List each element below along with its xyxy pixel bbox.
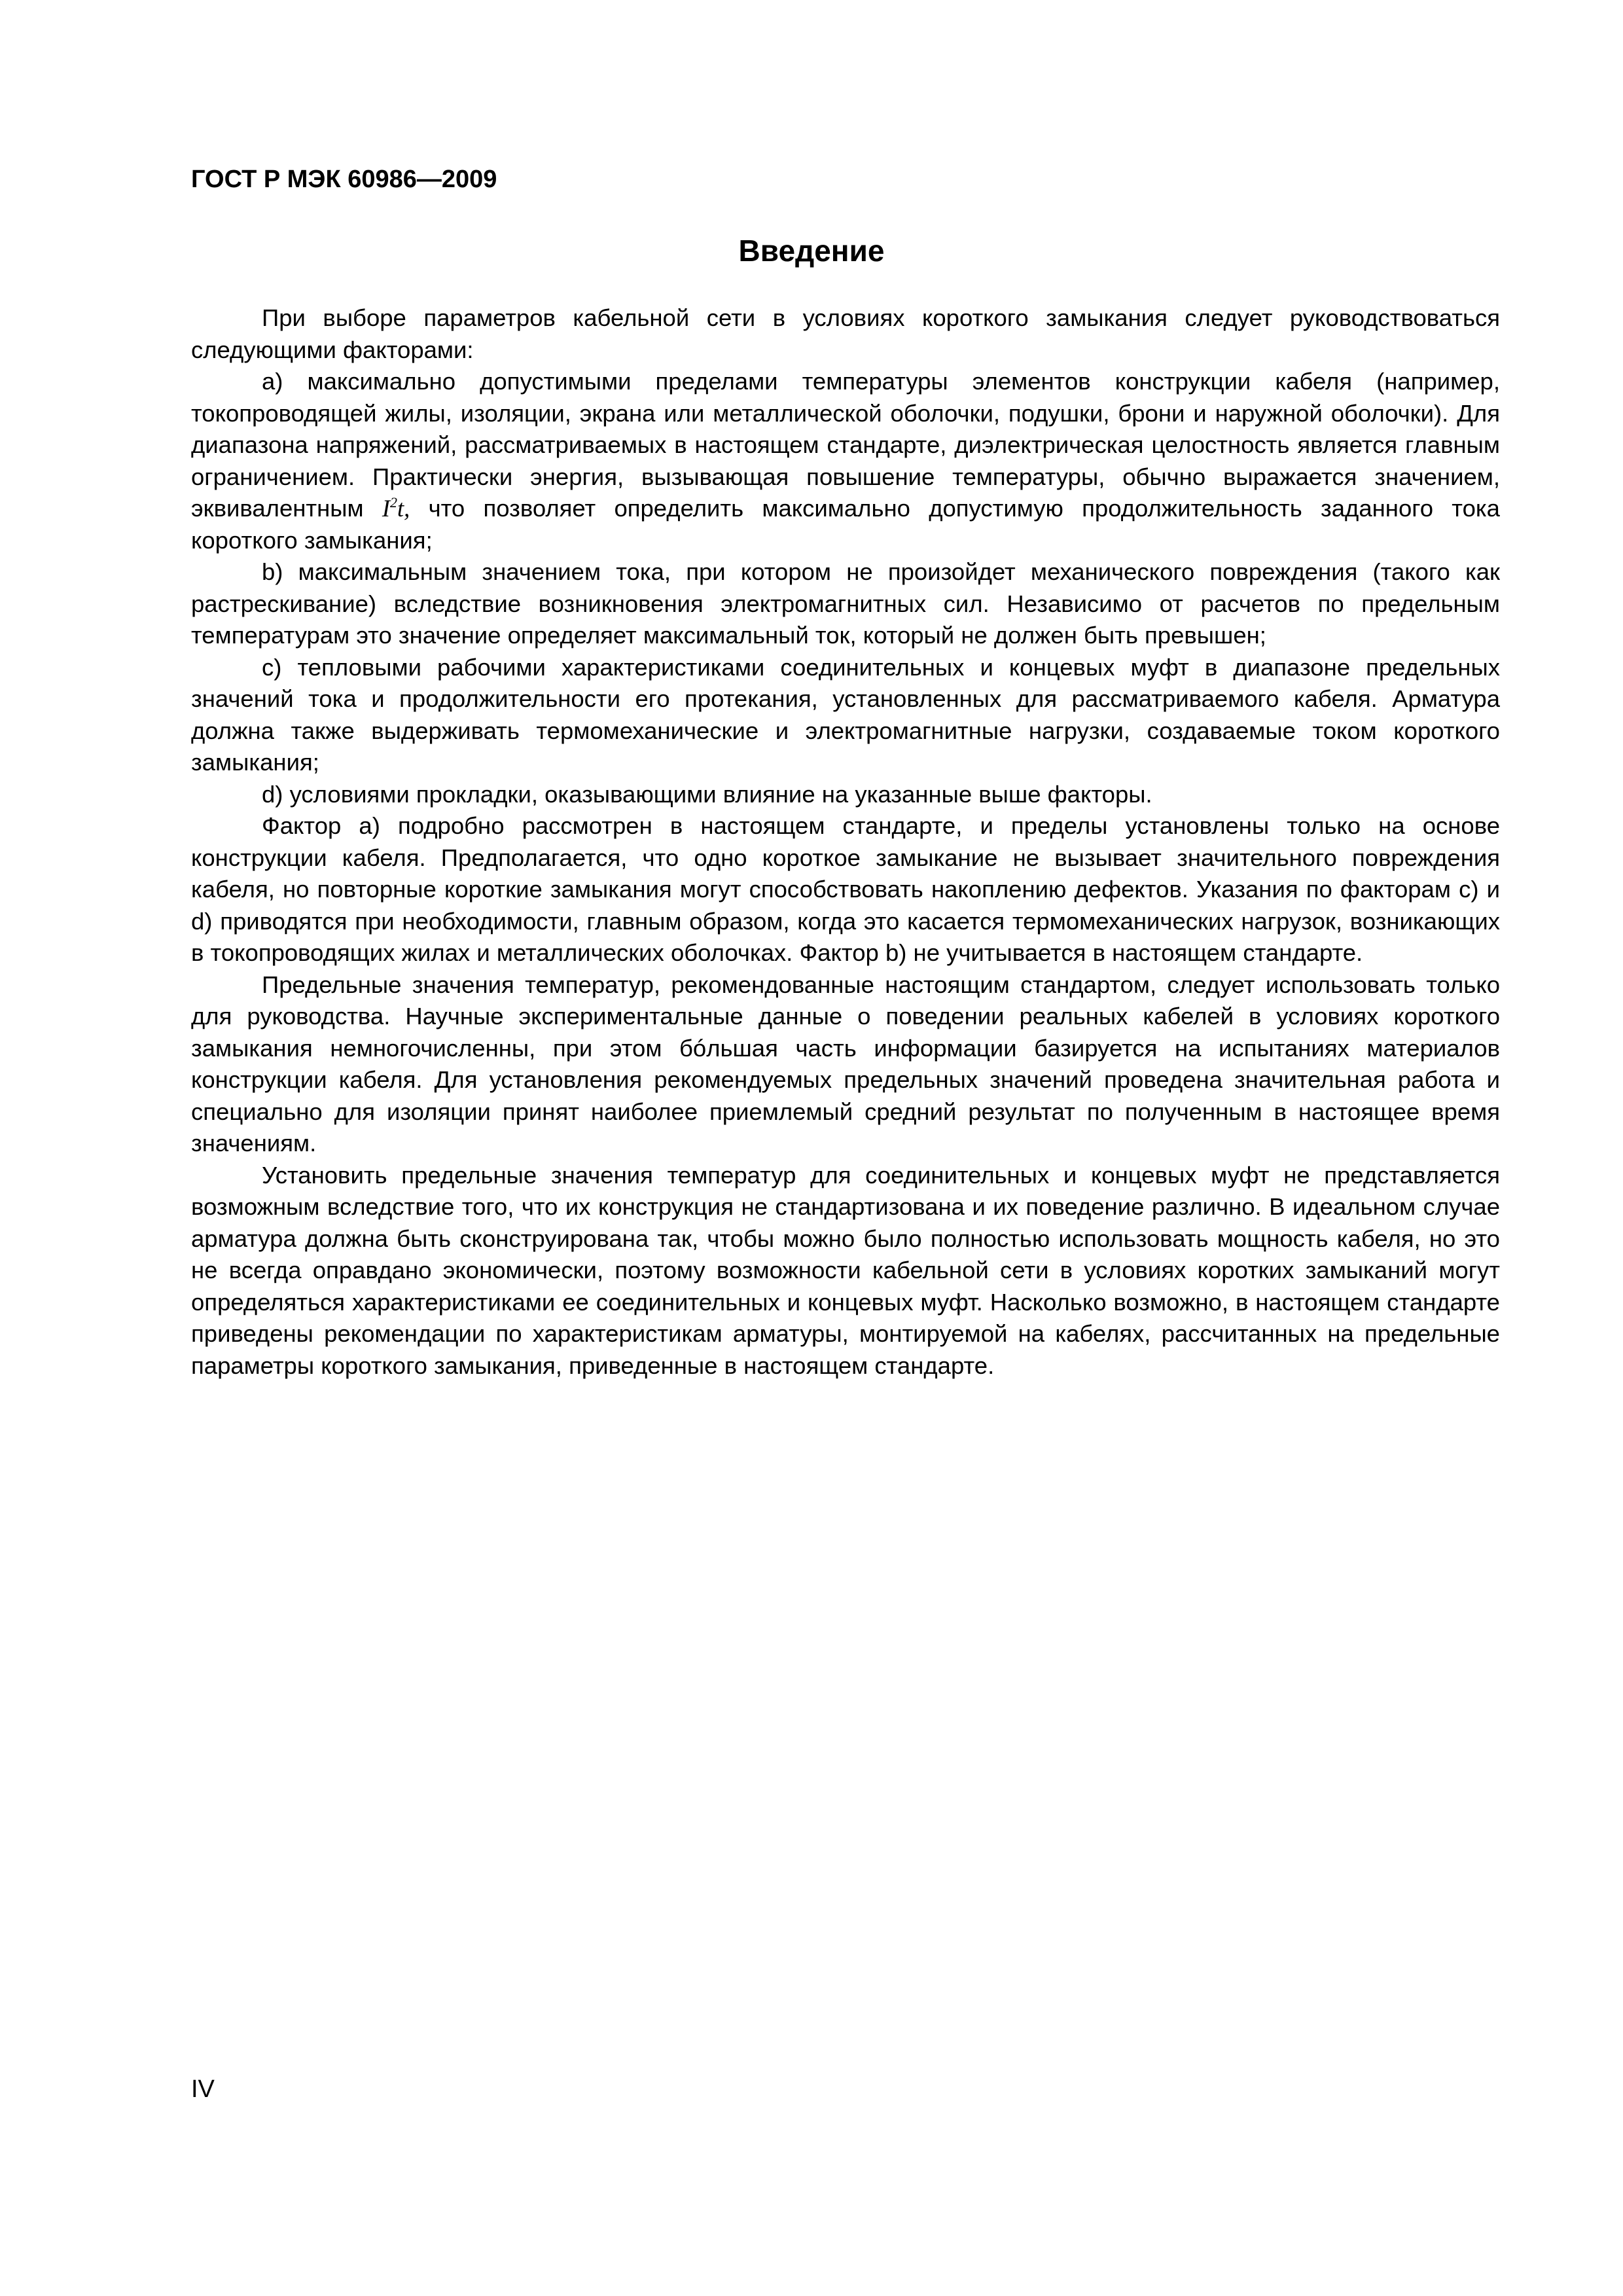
paragraph-intro: При выборе параметров кабельной сети в условиях короткого замыкания следует руководствоваться следующими факторами: — [191, 304, 1500, 363]
paragraph-joints-terminations: Установить предельные значения температур для соединительных и концевых муфт не представляется возможным вследствие того, что их конструкция не стандартизована и их поведение различно. В идеальном случае арматура должна быть сконструирована так, чтобы можно было полностью использовать мощность кабеля, но это не всегда оправдано экономически, поэтому возможности кабельной сети в условиях коротких замыканий могут определяться характеристиками ее соединительных и концевых муфт. Насколько возможно, в настоящем стандарте приведены рекомендации по характеристикам арматуры, монтируемой на кабелях, рассчитанных на предельные параметры короткого замыкания, приведенные в настоящем стандарте. — [191, 1161, 1500, 1379]
document-code-header: ГОСТ Р МЭК 60986—2009 — [191, 166, 497, 193]
formula-variable: t, — [397, 495, 410, 522]
factor-a-text: a) максимально допустимыми пределами температуры элементов конструкции кабеля (например, токопроводящей жилы, изоляции, экрана или металлической оболочки, подушки, брони и наружной оболочки). Для диапазона напряжений, рассматриваемых в настоящем стандарте, диэлектрическая целостность является главным ограничением. Практически энергия, вызывающая повышение температуры, обычно выражается значением, эквивалентным — [191, 368, 1500, 522]
paragraph-factor-d: d) условиями прокладки, оказывающими влияние на указанные выше факторы. — [262, 780, 1152, 808]
paragraph-factor-c: c) тепловыми рабочими характеристиками соединительных и концевых муфт в диапазоне предельных значений тока и продолжительности его протекания, установленных для рассматриваемого кабеля. Арматура должна также выдерживать термомеханические и электромагнитные нагрузки, создаваемые током короткого замыкания; — [191, 653, 1500, 776]
formula-base: I — [382, 495, 391, 522]
factor-a-continuation: что позволяет определить максимально допустимую продолжительность заданного тока короткого замыкания; — [191, 495, 1500, 554]
paragraph-factor-b: b) максимальным значением тока, при котором не произойдет механического повреждения (такого как растрескивание) вследствие возникновения электромагнитных сил. Независимо от расчетов по предельным температурам это значение определяет максимальный ток, который не должен быть превышен; — [191, 558, 1500, 649]
paragraph-temperature-limits: Предельные значения температур, рекомендованные настоящим стандартом, следует использовать только для руководства. Научные экспериментальные данные о поведении реальных кабелей в условиях короткого замыкания немногочисленны, при этом бóльшая часть информации базируется на испытаниях материалов конструкции кабеля. Для установления рекомендуемых предельных значений проведена значительная работа и специально для изоляции принят наиболее приемлемый средний результат по полученным в настоящее время значениям. — [191, 971, 1500, 1157]
paragraph-factor-discussion: Фактор a) подробно рассмотрен в настоящем стандарте, и пределы установлены только на основе конструкции кабеля. Предполагается, что одно короткое замыкание не вызывает значительного повреждения кабеля, но повторные короткие замыкания могут способствовать накоплению дефектов. Указания по факторам c) и d) приводятся при необходимости, главным образом, когда это касается термомеханических нагрузок, возникающих в токопроводящих жилах и металлических оболочках. Фактор b) не учитывается в настоящем стандарте. — [191, 812, 1500, 966]
i2t-formula — [382, 495, 410, 522]
page-title: Введение — [738, 234, 885, 268]
page-number: IV — [191, 2075, 215, 2103]
body-text — [191, 302, 1500, 1382]
formula-exponent: 2 — [390, 494, 398, 511]
paragraph-factor-a — [191, 366, 1500, 556]
